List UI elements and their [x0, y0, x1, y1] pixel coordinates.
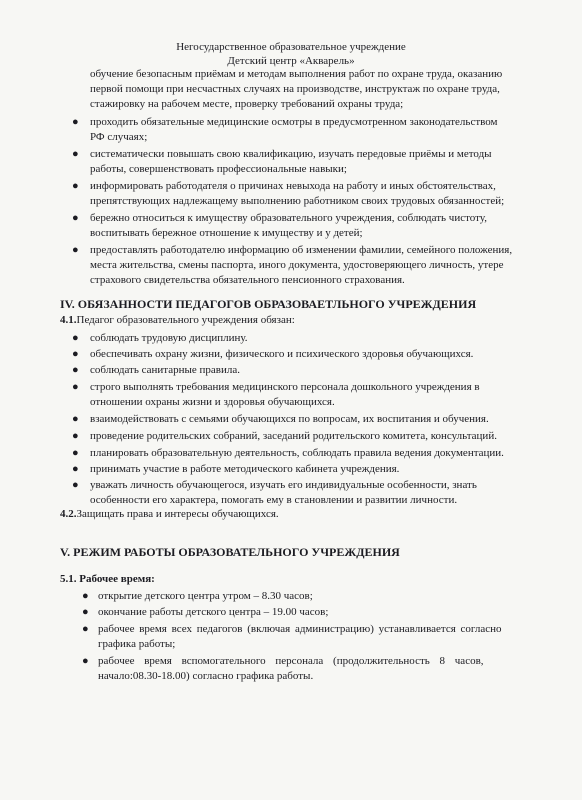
list-item: страхового свидетельства обязательного пенсионного страхования.	[90, 274, 405, 286]
list-item: соблюдать санитарные правила.	[90, 364, 240, 376]
bullet-icon: ●	[82, 623, 89, 635]
paragraph-number: 4.2.	[60, 508, 77, 520]
list-item: открытие детского центра утром – 8.30 часов;	[98, 590, 313, 602]
list-item: рабочее время всех педагогов (включая администрацию) устанавливается согласно	[98, 623, 502, 635]
list-item: соблюдать трудовую дисциплину.	[90, 332, 248, 344]
subsection-5-1: 5.1. Рабочее время:	[60, 573, 155, 585]
header-line-2: Детский центр «Акварель»	[227, 55, 355, 67]
intro-line: стажировку на рабочем месте, проверку требований охраны труда;	[90, 98, 404, 110]
bullet-icon: ●	[72, 381, 79, 393]
list-item: принимать участие в работе методического кабинета учреждения.	[90, 463, 400, 475]
paragraph-4-1	[60, 313, 295, 328]
list-item: систематически повышать свою квалификацию, изучать передовые приёмы и методы	[90, 148, 492, 160]
list-item: окончание работы детского центра – 19.00 часов;	[98, 606, 329, 618]
bullet-icon: ●	[72, 212, 79, 224]
intro-line: обучение безопасным приёмам и методам выполнения работ по охране труда, оказанию	[90, 68, 503, 80]
list-item: графика работы;	[98, 638, 176, 650]
bullet-icon: ●	[72, 180, 79, 192]
section-5-heading: V. РЕЖИМ РАБОТЫ ОБРАЗОВАТЕЛЬНОГО УЧРЕЖДЕНИЯ	[60, 545, 400, 559]
list-item: бережно относиться к имуществу образовательного учреждения, соблюдать чистоту,	[90, 212, 487, 224]
list-item: взаимодействовать с семьями обучающихся по вопросам, их воспитания и обучения.	[90, 413, 489, 425]
list-item: уважать личность обучающегося, изучать его индивидуальные особенности, знать	[90, 479, 477, 491]
paragraph-4-2	[60, 507, 279, 522]
bullet-icon: ●	[72, 447, 79, 459]
list-item: проходить обязательные медицинские осмотры в предусмотренном законодательством	[90, 116, 498, 128]
list-item: начало:08.30-18.00) согласно графика работы.	[98, 670, 314, 682]
list-item: обеспечивать охрану жизни, физического и психического здоровья обучающихся.	[90, 348, 474, 360]
list-item: РФ случаях;	[90, 131, 148, 143]
bullet-icon: ●	[82, 590, 89, 602]
bullet-icon: ●	[72, 364, 79, 376]
paragraph-text: Защищать права и интересы обучающихся.	[76, 508, 279, 520]
list-item: особенности его характера, помогать ему в становлении и развитии личности.	[90, 494, 458, 506]
list-item: информировать работодателя о причинах невыхода на работу и иных обстоятельствах,	[90, 180, 496, 192]
list-item: работы, совершенствовать профессиональные навыки;	[90, 163, 347, 175]
list-item: отношении охраны жизни и здоровья обучающихся.	[90, 396, 335, 408]
bullet-icon: ●	[72, 463, 79, 475]
section-4-heading: IV. ОБЯЗАННОСТИ ПЕДАГОГОВ ОБРАЗОВАЕТЛЬНОГО УЧРЕЖДЕНИЯ	[60, 297, 477, 311]
list-item: воспитывать бережное отношение к имуществу и у детей;	[90, 227, 363, 239]
bullet-icon: ●	[72, 348, 79, 360]
list-item: рабочее время вспомогательного персонала (продолжительность 8 часов,	[98, 655, 484, 667]
bullet-icon: ●	[72, 332, 79, 344]
list-item: строго выполнять требования медицинского персонала дошкольного учреждения в	[90, 381, 480, 393]
paragraph-number: 4.1.	[60, 314, 77, 326]
list-item: предоставлять работодателю информацию об изменении фамилии, семейного положения,	[90, 244, 513, 256]
paragraph-text: Педагог образовательного учреждения обязан:	[76, 314, 295, 326]
bullet-icon: ●	[72, 413, 79, 425]
bullet-icon: ●	[72, 479, 79, 491]
list-item: препятствующих надлежащему выполнению работником своих трудовых обязанностей;	[90, 195, 505, 207]
bullet-icon: ●	[72, 148, 79, 160]
intro-line: первой помощи при несчастных случаях на производстве, инструктаж по охране труда,	[90, 83, 500, 95]
list-item: проведение родительских собраний, заседаний родительского комитета, консультаций.	[90, 430, 497, 442]
bullet-icon: ●	[82, 655, 89, 667]
bullet-icon: ●	[72, 430, 79, 442]
bullet-icon: ●	[72, 244, 79, 256]
list-item: места жительства, смены паспорта, иного документа, удостоверяющего личность, утере	[90, 259, 504, 271]
bullet-icon: ●	[82, 606, 89, 618]
bullet-icon: ●	[72, 116, 79, 128]
list-item: планировать образовательную деятельность, соблюдать правила ведения документации.	[90, 447, 504, 459]
header-line-1: Негосударственное образовательное учреждение	[176, 41, 406, 53]
